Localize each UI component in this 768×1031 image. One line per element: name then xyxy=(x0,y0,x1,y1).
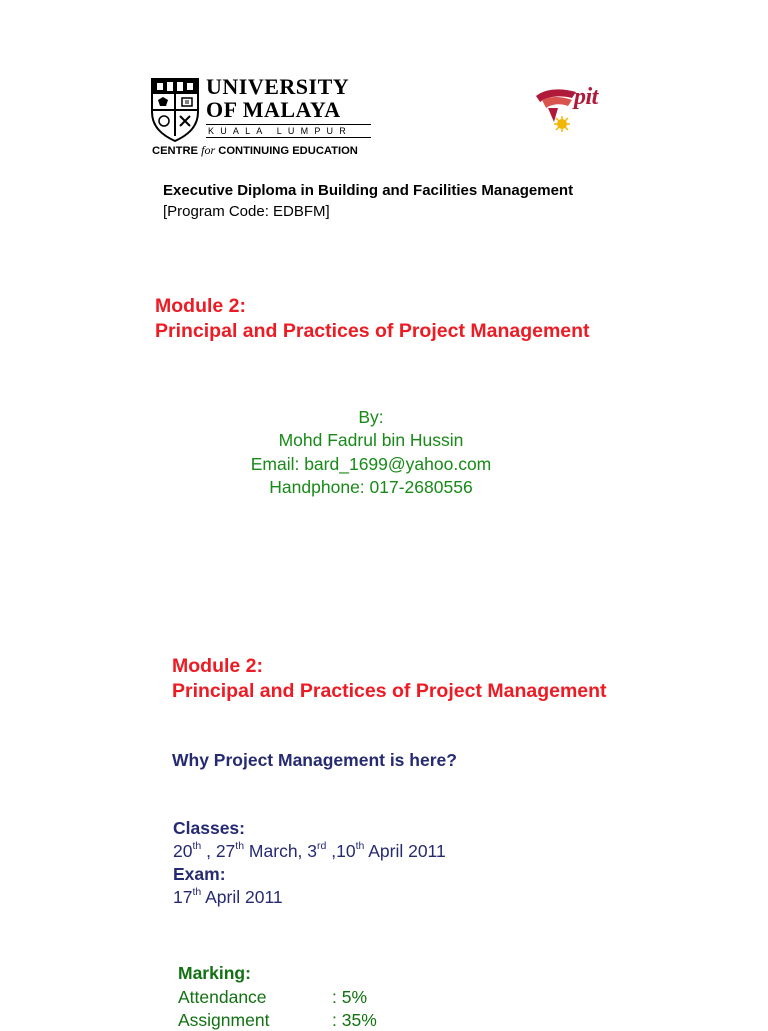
date-sep: , xyxy=(326,841,337,861)
author-by: By: xyxy=(358,407,384,427)
exam-date xyxy=(173,887,283,908)
classes-dates xyxy=(173,841,446,862)
module-title: Principal and Practices of Project Management xyxy=(155,320,590,342)
date-num: 3 xyxy=(307,841,318,861)
author-name: Mohd Fadrul bin Hussin xyxy=(278,430,464,451)
date-suffix: th xyxy=(355,840,365,853)
marking-row xyxy=(178,1010,377,1031)
author-phone: Handphone: 017-2680556 xyxy=(269,477,473,498)
date-sep: April 2011 xyxy=(201,887,283,907)
section-question: Why Project Management is here? xyxy=(172,750,457,770)
date-suffix: rd xyxy=(317,840,327,853)
centre-name-post: CONTINUING EDUCATION xyxy=(218,145,358,157)
date-sep: , xyxy=(201,841,216,861)
date-sep: March, xyxy=(244,841,308,861)
marking-heading: Marking: xyxy=(178,963,251,983)
university-name-line2: OF MALAYA xyxy=(206,97,341,122)
date-num: 17 xyxy=(173,887,193,907)
pit-logo-text: pit xyxy=(574,84,598,110)
marking-row xyxy=(178,987,368,1008)
university-name-line1: UNIVERSITY xyxy=(206,74,350,99)
centre-name-for: for xyxy=(201,143,216,157)
date-suffix: th xyxy=(235,840,245,853)
logo-divider xyxy=(206,137,371,138)
date-num: 27 xyxy=(215,841,236,861)
program-code: [Program Code: EDBFM] xyxy=(163,203,330,220)
university-location: KUALA LUMPUR xyxy=(208,126,352,136)
date-suffix: th xyxy=(192,886,202,899)
author-block xyxy=(0,406,742,500)
marking-label: Assignment xyxy=(178,1010,270,1030)
centre-name-pre: CENTRE xyxy=(152,145,198,157)
university-crest-icon xyxy=(150,76,200,142)
exam-heading: Exam: xyxy=(173,864,226,884)
module-label-page2: Module 2: xyxy=(172,655,263,677)
marking-value: : 35% xyxy=(332,1010,377,1030)
centre-name xyxy=(152,143,358,158)
logo-divider xyxy=(206,124,371,125)
marking-value: : 5% xyxy=(332,987,368,1007)
date-num: 20 xyxy=(173,841,193,861)
classes-heading: Classes: xyxy=(173,818,245,838)
marking-label: Attendance xyxy=(178,987,267,1007)
date-sep: April 2011 xyxy=(364,841,446,861)
module-title-page2: Principal and Practices of Project Management xyxy=(172,680,607,702)
author-email: Email: bard_1699@yahoo.com xyxy=(250,453,492,474)
module-label: Module 2: xyxy=(155,295,246,317)
university-of-malaya-logo xyxy=(150,76,375,160)
program-title: Executive Diploma in Building and Facilities Management xyxy=(163,182,574,199)
date-num: 10 xyxy=(336,841,356,861)
pit-logo xyxy=(532,78,632,140)
date-suffix: th xyxy=(192,840,202,853)
